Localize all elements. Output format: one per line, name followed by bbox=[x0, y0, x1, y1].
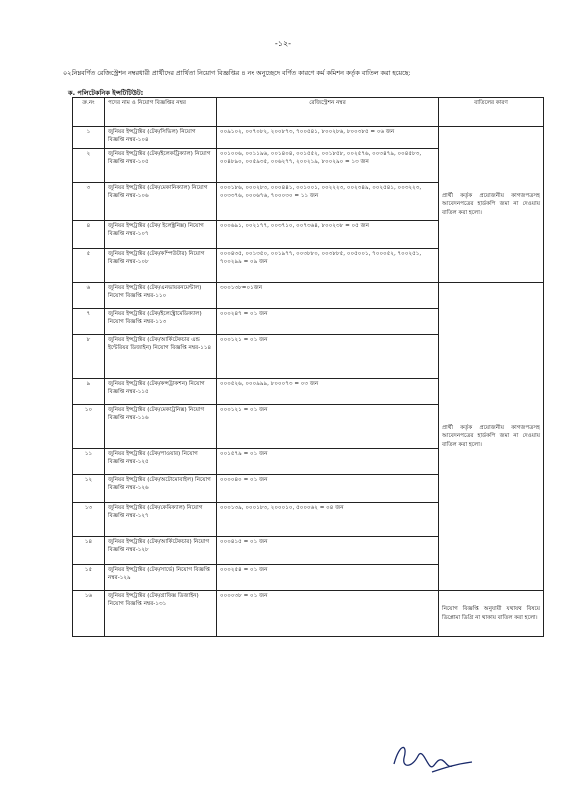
registration-cell: ০০০১৮৬, ০০০২৮৩, ০০০৪৪১, ০০১০০১, ০০২২২৩, ০০২৩৪৯, ০০২৫৪১, ০০৩২২৩, ০০৩৩৭৬, ০০০৬৭৬, ৭০০০৩০ = ১১ জন bbox=[217, 183, 439, 221]
registration-cell: ০০০২৪৭ = ০১ জন bbox=[217, 309, 439, 335]
registration-cell: ০০০৬৯১, ০০২১৭৭, ০০৩৭১০, ০০৭৩৬৪, ৮০০২৩৮ = ০৫ জন bbox=[217, 221, 439, 249]
paragraph-text: নিম্নবর্ণিত রেজিস্ট্রেশন নম্বরধারী প্রার্থীদের প্রার্থিতা নিয়োগ বিজ্ঞপ্তির ৪ নং অনুচ্ছেদে বর্ণিত কারণে কর্ম কমিশন কর্তৃক বাতিল করা হয়েছে: bbox=[72, 69, 411, 77]
cancellation-table bbox=[72, 97, 544, 637]
registration-cell: ০০৯১০২, ০০৭০৮২, ২০০৮৭৩, ৭০০৫৪১, ৮০০২৮৬, ৮০০৩৮৫ = ০৬ জন bbox=[217, 127, 439, 149]
table-body bbox=[73, 127, 544, 637]
serial-cell: ১৬ bbox=[73, 591, 105, 637]
post-cell: জুনিয়র ইন্সট্রাক্টর (টেক/সিভিল) নিয়োগ বিজ্ঞপ্তি নম্বর-১০৪ bbox=[105, 127, 217, 149]
table-row bbox=[73, 283, 544, 309]
table-row bbox=[73, 591, 544, 637]
post-cell: জুনিয়র ইন্সট্রাক্টর (টেক/ইলেক্ট্রোমেডিক্যাল) নিয়োগ বিজ্ঞপ্তি নম্বর-১১৩ bbox=[105, 309, 217, 335]
post-cell: জুনিয়র ইন্সট্রাক্টর (টেক/মেকাট্রনিক্স) নিয়োগ বিজ্ঞপ্তি নম্বর-১১৬ bbox=[105, 405, 217, 449]
post-cell: জুনিয়র ইন্সট্রাক্টর (টেক/ইলেকট্রিক্যাল) নিয়োগ বিজ্ঞপ্তি নম্বর-১০৫ bbox=[105, 149, 217, 183]
serial-cell: ২ bbox=[73, 149, 105, 183]
paragraph bbox=[63, 68, 542, 79]
post-cell: জুনিয়র ইন্সট্রাক্টর (টেক/কেমিক্যাল) নিয়োগ বিজ্ঞপ্তি নম্বর-১২৭ bbox=[105, 503, 217, 537]
serial-cell: ৯ bbox=[73, 379, 105, 405]
post-cell: জুনিয়র ইন্সট্রাক্টর (টেক/সার্ভে) নিয়োগ বিজ্ঞপ্তি নম্বর-১২৯ bbox=[105, 565, 217, 591]
serial-cell: ১৪ bbox=[73, 537, 105, 565]
post-cell: জুনিয়র ইন্সট্রাক্টর (টেক/পাওয়ার) নিয়োগ বিজ্ঞপ্তি নম্বর-১২৫ bbox=[105, 449, 217, 475]
serial-cell: ১৫ bbox=[73, 565, 105, 591]
header-serial: ক্র.নং bbox=[73, 98, 105, 127]
serial-cell: ১ bbox=[73, 127, 105, 149]
section-title: ক. পলিটেকনিক ইন্সটিটিউট: bbox=[68, 89, 144, 97]
table-header-row bbox=[73, 98, 544, 127]
reason-cell: প্রার্থী কর্তৃক প্রয়োজনীয় কাগজপত্রসহ আবেদনপত্রের হার্ডকপি জমা না দেওয়ায় বাতিল করা হলো। bbox=[439, 127, 544, 283]
registration-cell: ০০১০০৬, ০০১১৯৬, ০০১৪০৪, ০০১৫৫২, ০০১৮৫৮, ০০২৫৭৬, ০০৩৪৭৯, ০০৪৫৮৩, ০০৪৮৯০, ০০৫৯৩৫, ০০৬২৭৭, ২০০২১৯, ৮০০২৯০ = ১৩ জন bbox=[217, 149, 439, 183]
post-cell: জুনিয়র ইন্সট্রাক্টর (টেক/আর্কিটেকচার) নিয়োগ বিজ্ঞপ্তি নম্বর-১২৮ bbox=[105, 537, 217, 565]
serial-cell: ১১ bbox=[73, 449, 105, 475]
serial-cell: ৩ bbox=[73, 183, 105, 221]
registration-cell: ০০০০৩৮ = ০১ জন bbox=[217, 591, 439, 637]
post-cell: জুনিয়র ইন্সট্রাক্টর (টেক/কম্পিউটার) নিয়োগ বিজ্ঞপ্তি নম্বর-১০৮ bbox=[105, 249, 217, 283]
post-cell: জুনিয়র ইন্সট্রাক্টর (টেক/এনভায়রনমেন্টাল) নিয়োগ বিজ্ঞপ্তি নম্বর-১১০ bbox=[105, 283, 217, 309]
page-number: -১২- bbox=[274, 39, 292, 48]
serial-cell: ৮ bbox=[73, 335, 105, 379]
serial-cell: ৬ bbox=[73, 283, 105, 309]
registration-cell: ০০০০৪০ = ০১ জন bbox=[217, 475, 439, 503]
registration-cell: ০০০৫২৬, ০০০৯৯৯, ৮০০০৭৩ = ০৩ জন bbox=[217, 379, 439, 405]
registration-cell: ০০১৫৭৯ = ০১ জন bbox=[217, 449, 439, 475]
serial-cell: ১৩ bbox=[73, 503, 105, 537]
paragraph-number: ০২. bbox=[63, 69, 74, 77]
post-cell: জুনিয়র ইন্সট্রাক্টর (টেক/মেকানিক্যাল) নিয়োগ বিজ্ঞপ্তি নম্বর-১০৬ bbox=[105, 183, 217, 221]
header-registration: রেজিস্ট্রেশন নম্বর bbox=[217, 98, 439, 127]
registration-cell: ০০০১৩৯, ০০০১৮৩, ২০০০১০, ৫০০০৬২ = ০৪ জন bbox=[217, 503, 439, 537]
registration-cell: ০০০১২১ = ০১ জন bbox=[217, 405, 439, 449]
post-cell: জুনিয়র ইন্সট্রাক্টর (টেক/কন্সট্রাকশন) নিয়োগ বিজ্ঞপ্তি নম্বর-১১৫ bbox=[105, 379, 217, 405]
serial-cell: ১০ bbox=[73, 405, 105, 449]
header-reason: বাতিলের কারণ bbox=[439, 98, 544, 127]
registration-cell: ৩০০১৩৮=০১জন bbox=[217, 283, 439, 309]
registration-cell: ০০০৪১৫ = ০১ জন bbox=[217, 537, 439, 565]
serial-cell: ৪ bbox=[73, 221, 105, 249]
post-cell: জুনিয়র ইন্সট্রাক্টর (টেক/আর্কিটেকচার এন্ড ইন্টেরিয়র ডিজাইন) নিয়োগ বিজ্ঞপ্তি নম্বর-১১৪ bbox=[105, 335, 217, 379]
post-cell: জুনিয়র ইন্সট্রাক্টর (টেক/ ইলেক্ট্রনিক্স) নিয়োগ বিজ্ঞপ্তি নম্বর-১০৭ bbox=[105, 221, 217, 249]
serial-cell: ৫ bbox=[73, 249, 105, 283]
registration-cell: ০০০১২১ = ০১ জন bbox=[217, 335, 439, 379]
reason-cell: নিয়োগ বিজ্ঞপ্তি অনুযায়ী যথাযথ বিষয়ে ডিপ্লোমা ডিগ্রি না থাকায় বাতিল করা হলো। bbox=[439, 591, 544, 637]
registration-cell: ০০০৪৩৫, ০০১৩৫০, ০০১৯৭৭, ০০৩৮৮০, ০০৩৮৮৫, ০০৫০০১, ৭০০০৫২, ৭০০২৫১, ৭০০২৯৯ = ০৯ জন bbox=[217, 249, 439, 283]
reason-cell: প্রার্থী কর্তৃক প্রয়োজনীয় কাগজপত্রসহ আবেদনপত্রের হার্ডকপি জমা না দেওয়ায় বাতিল করা হলো। bbox=[439, 283, 544, 591]
header-post: পদের নাম ও নিয়োগ বিজ্ঞপ্তির নম্বর bbox=[105, 98, 217, 127]
signature bbox=[390, 738, 480, 778]
registration-cell: ০০০২৫৪ = ০১ জন bbox=[217, 565, 439, 591]
serial-cell: ১২ bbox=[73, 475, 105, 503]
post-cell: জুনিয়র ইন্সট্রাক্টর (টেক/অটোমোবাইল) নিয়োগ বিজ্ঞপ্তি নম্বর-১২৬ bbox=[105, 475, 217, 503]
table-row bbox=[73, 127, 544, 149]
post-cell: জুনিয়র ইন্সট্রাক্টর (টেক/গ্রাফিক্স ডিজাইন) নিয়োগ বিজ্ঞপ্তি নম্বর-১৩১ bbox=[105, 591, 217, 637]
serial-cell: ৭ bbox=[73, 309, 105, 335]
